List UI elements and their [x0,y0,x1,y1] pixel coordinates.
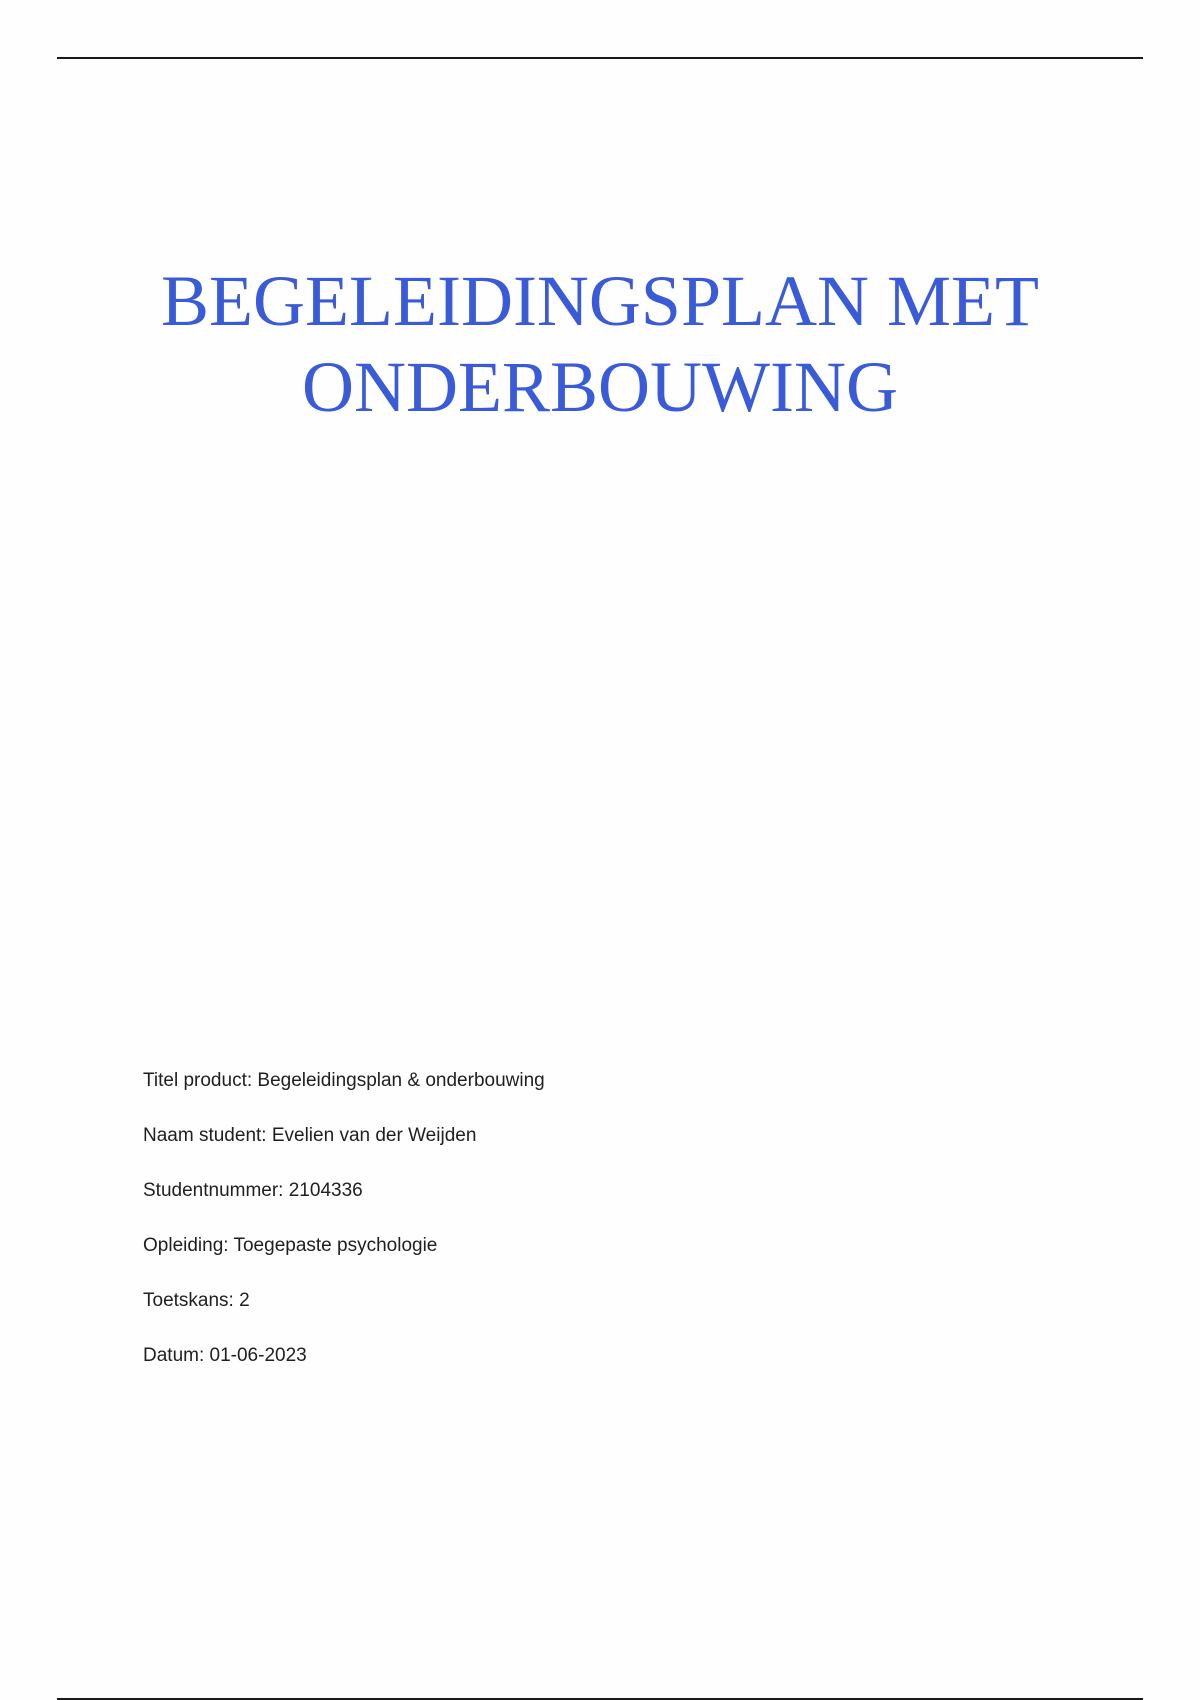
meta-program: Opleiding: Toegepaste psychologie [143,1235,438,1256]
meta-product-title: Titel product: Begeleidingsplan & onderbouwing [143,1070,545,1091]
meta-student-number: Studentnummer: 2104336 [143,1180,363,1201]
meta-attempt: Toetskans: 2 [143,1290,250,1311]
footer-rule [57,1698,1143,1700]
meta-date: Datum: 01-06-2023 [143,1345,307,1366]
meta-student-name: Naam student: Evelien van der Weijden [143,1125,477,1146]
title-line-2: ONDERBOUWING [302,347,898,427]
document-title [0,258,1200,430]
header-rule [57,57,1143,59]
title-line-1: BEGELEIDINGSPLAN MET [161,261,1039,341]
document-meta [143,1068,545,1398]
